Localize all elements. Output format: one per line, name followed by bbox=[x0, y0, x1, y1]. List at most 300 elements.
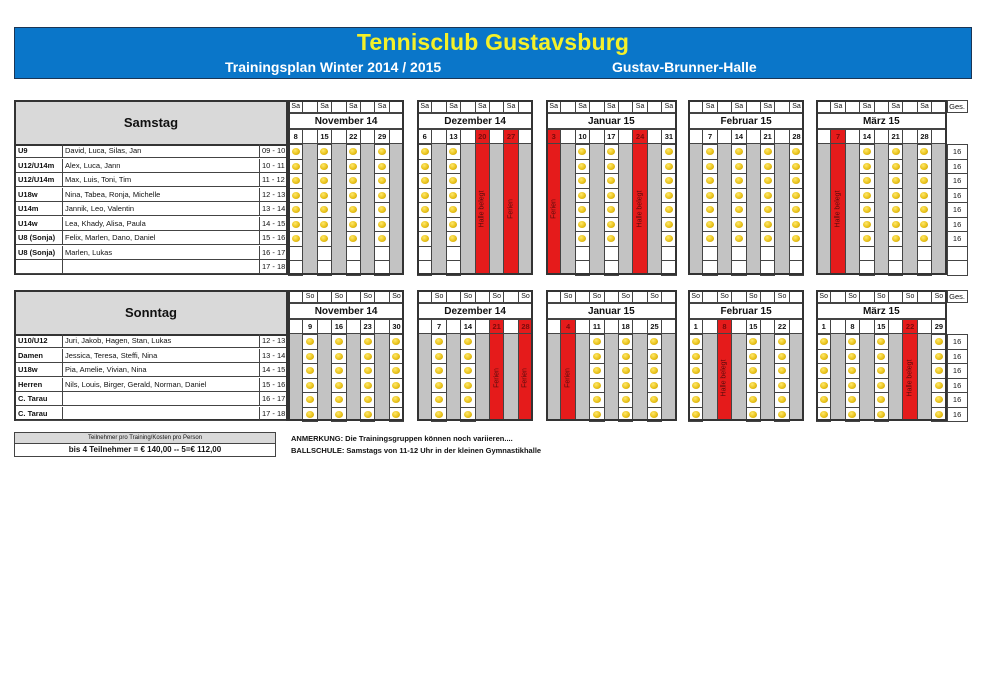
weekday-cell: Sa bbox=[661, 100, 676, 113]
spacer-cell bbox=[688, 129, 703, 144]
tennis-ball-icon bbox=[820, 338, 828, 345]
tennis-ball-icon bbox=[292, 163, 300, 170]
session-cell bbox=[845, 334, 860, 350]
player-names: Marlen, Lukas bbox=[65, 247, 113, 257]
session-cell bbox=[618, 392, 633, 408]
tennis-ball-icon bbox=[421, 163, 429, 170]
tennis-ball-icon bbox=[735, 163, 743, 170]
tennis-ball-icon bbox=[306, 338, 314, 345]
weekday-cell: Sa bbox=[546, 100, 561, 113]
session-cell bbox=[688, 334, 703, 350]
time-slot: 15 - 16 bbox=[262, 233, 286, 242]
date-cell: 11 bbox=[589, 319, 604, 334]
session-cell bbox=[604, 246, 619, 262]
tennis-ball-icon bbox=[735, 192, 743, 199]
session-cell bbox=[845, 407, 860, 423]
session-cell bbox=[575, 144, 590, 160]
session-cell bbox=[346, 246, 361, 262]
session-cell bbox=[859, 246, 874, 262]
session-cell bbox=[288, 246, 303, 262]
session-cell bbox=[647, 349, 662, 365]
session-cell bbox=[774, 349, 789, 365]
date-cell: 9 bbox=[302, 319, 317, 334]
date-cell: 20 bbox=[475, 129, 490, 144]
tennis-ball-icon bbox=[622, 382, 630, 389]
tennis-ball-icon bbox=[378, 221, 386, 228]
tennis-ball-icon bbox=[578, 192, 586, 199]
tennis-ball-icon bbox=[692, 367, 700, 374]
group-row bbox=[16, 378, 286, 392]
group-row bbox=[16, 144, 286, 158]
session-cell bbox=[746, 392, 761, 408]
session-cell bbox=[888, 231, 903, 247]
group-row bbox=[16, 392, 286, 406]
session-cell bbox=[746, 334, 761, 350]
tennis-ball-icon bbox=[650, 353, 658, 360]
tennis-ball-icon bbox=[364, 338, 372, 345]
tennis-ball-icon bbox=[848, 382, 856, 389]
session-cell bbox=[431, 392, 446, 408]
total-cell: 16 bbox=[947, 349, 968, 365]
group-row bbox=[16, 407, 286, 421]
inactive-column bbox=[717, 144, 732, 275]
tennis-ball-icon bbox=[578, 177, 586, 184]
date-cell: 30 bbox=[389, 319, 404, 334]
group-name: U10/U12 bbox=[18, 336, 48, 345]
inactive-column bbox=[288, 334, 303, 421]
session-cell bbox=[917, 188, 932, 204]
inactive-column bbox=[417, 334, 432, 421]
session-cell bbox=[346, 144, 361, 160]
total-cell: 16 bbox=[947, 173, 968, 189]
tennis-ball-icon bbox=[622, 411, 630, 418]
player-names: Lea, Khady, Alisa, Paula bbox=[65, 218, 146, 228]
session-cell bbox=[346, 231, 361, 247]
total-cell: 16 bbox=[947, 159, 968, 175]
session-cell bbox=[604, 144, 619, 160]
tennis-ball-icon bbox=[392, 382, 400, 389]
session-cell bbox=[360, 363, 375, 379]
month-block bbox=[816, 290, 946, 421]
tennis-ball-icon bbox=[449, 235, 457, 242]
time-slot: 12 - 13 bbox=[262, 336, 286, 345]
blocked-column bbox=[717, 334, 732, 421]
section-title: Sonntag bbox=[125, 305, 177, 320]
date-cell: 7 bbox=[431, 319, 446, 334]
blocked-column bbox=[632, 144, 647, 275]
date-cell: 15 bbox=[317, 129, 332, 144]
session-cell bbox=[604, 260, 619, 276]
session-cell bbox=[389, 407, 404, 423]
month-name: Januar 15 bbox=[546, 113, 677, 129]
tennis-ball-icon bbox=[778, 353, 786, 360]
player-names: Juri, Jakob, Hagen, Stan, Lukas bbox=[65, 336, 172, 345]
date-cell: 3 bbox=[546, 129, 561, 144]
session-cell bbox=[816, 392, 831, 408]
tennis-ball-icon bbox=[449, 148, 457, 155]
inactive-column bbox=[589, 144, 604, 275]
inactive-column bbox=[816, 144, 831, 275]
tennis-ball-icon bbox=[421, 177, 429, 184]
session-cell bbox=[317, 217, 332, 233]
session-cell bbox=[389, 392, 404, 408]
tennis-ball-icon bbox=[421, 192, 429, 199]
group-name: Damen bbox=[18, 350, 44, 360]
session-cell bbox=[589, 363, 604, 379]
tennis-ball-icon bbox=[607, 206, 615, 213]
group-row bbox=[16, 173, 286, 187]
session-cell bbox=[604, 159, 619, 175]
inactive-column bbox=[503, 334, 518, 421]
weekday-cell: So bbox=[302, 290, 317, 303]
tennis-ball-icon bbox=[764, 235, 772, 242]
divider bbox=[259, 173, 260, 186]
weekday-cell: Sa bbox=[917, 100, 932, 113]
tennis-ball-icon bbox=[820, 367, 828, 374]
blocked-column bbox=[902, 334, 917, 421]
session-cell bbox=[374, 159, 389, 175]
tennis-ball-icon bbox=[320, 206, 328, 213]
session-cell bbox=[688, 378, 703, 394]
session-cell bbox=[317, 188, 332, 204]
club-title: Tennisclub Gustavsburg bbox=[356, 29, 630, 55]
tennis-ball-icon bbox=[320, 221, 328, 228]
date-cell: 28 bbox=[518, 319, 533, 334]
spacer-cell bbox=[731, 290, 746, 303]
session-cell bbox=[331, 392, 346, 408]
month-block bbox=[688, 100, 803, 275]
tennis-ball-icon bbox=[764, 192, 772, 199]
spacer-cell bbox=[604, 290, 619, 303]
inactive-column bbox=[661, 334, 676, 421]
session-cell bbox=[589, 349, 604, 365]
tennis-ball-icon bbox=[877, 382, 885, 389]
weekday-cell: Sa bbox=[374, 100, 389, 113]
tennis-ball-icon bbox=[764, 148, 772, 155]
inactive-column bbox=[845, 144, 860, 275]
divider bbox=[259, 378, 260, 391]
tennis-ball-icon bbox=[735, 235, 743, 242]
session-cell bbox=[888, 144, 903, 160]
blocked-label: Halle belegt bbox=[636, 190, 644, 228]
tennis-ball-icon bbox=[435, 396, 443, 403]
tennis-ball-icon bbox=[578, 163, 586, 170]
spacer-cell bbox=[874, 100, 889, 113]
total-cell: 16 bbox=[947, 378, 968, 394]
total-cell: 16 bbox=[947, 392, 968, 408]
spacer-cell bbox=[331, 129, 346, 144]
spacer-cell bbox=[604, 319, 619, 334]
tennis-ball-icon bbox=[848, 338, 856, 345]
tennis-ball-icon bbox=[292, 192, 300, 199]
spacer-cell bbox=[417, 290, 432, 303]
tennis-ball-icon bbox=[364, 396, 372, 403]
session-cell bbox=[859, 260, 874, 276]
divider bbox=[62, 173, 63, 186]
divider bbox=[62, 407, 63, 420]
tennis-ball-icon bbox=[349, 206, 357, 213]
session-cell bbox=[931, 363, 946, 379]
inactive-column bbox=[431, 144, 446, 275]
session-cell bbox=[317, 246, 332, 262]
tennis-ball-icon bbox=[392, 411, 400, 418]
session-cell bbox=[661, 231, 676, 247]
weekday-cell: So bbox=[874, 290, 889, 303]
session-cell bbox=[789, 246, 804, 262]
date-cell: 27 bbox=[503, 129, 518, 144]
session-cell bbox=[789, 188, 804, 204]
divider bbox=[62, 334, 63, 347]
tennis-ball-icon bbox=[622, 353, 630, 360]
group-name: C. Tarau bbox=[18, 394, 48, 403]
session-cell bbox=[389, 363, 404, 379]
tennis-ball-icon bbox=[764, 177, 772, 184]
tennis-ball-icon bbox=[665, 177, 673, 184]
spacer-cell bbox=[460, 129, 475, 144]
session-cell bbox=[460, 392, 475, 408]
total-cell: 16 bbox=[947, 363, 968, 379]
session-cell bbox=[346, 202, 361, 218]
tennis-ball-icon bbox=[364, 353, 372, 360]
blocked-label: Ferien bbox=[507, 199, 515, 220]
session-cell bbox=[288, 217, 303, 233]
session-cell bbox=[688, 407, 703, 423]
session-cell bbox=[374, 202, 389, 218]
section-title: Samstag bbox=[123, 115, 179, 130]
session-cell bbox=[731, 159, 746, 175]
divider bbox=[259, 217, 260, 230]
spacer-cell bbox=[546, 319, 561, 334]
session-cell bbox=[888, 260, 903, 276]
time-slot: 16 - 17 bbox=[262, 394, 286, 403]
spacer-cell bbox=[632, 319, 647, 334]
session-cell bbox=[346, 188, 361, 204]
session-cell bbox=[331, 334, 346, 350]
tennis-ball-icon bbox=[335, 382, 343, 389]
session-cell bbox=[618, 349, 633, 365]
tennis-ball-icon bbox=[650, 396, 658, 403]
tennis-ball-icon bbox=[464, 382, 472, 389]
session-cell bbox=[760, 159, 775, 175]
inactive-column bbox=[888, 334, 903, 421]
spacer-cell bbox=[503, 319, 518, 334]
player-names: Jessica, Teresa, Steffi, Nina bbox=[65, 350, 158, 360]
blocked-label: Halle belegt bbox=[720, 359, 728, 396]
tennis-ball-icon bbox=[706, 163, 714, 170]
session-cell bbox=[888, 173, 903, 189]
weekday-cell: Sa bbox=[604, 100, 619, 113]
session-cell bbox=[702, 217, 717, 233]
session-cell bbox=[374, 173, 389, 189]
session-cell bbox=[317, 202, 332, 218]
session-cell bbox=[789, 159, 804, 175]
group-name: U9 bbox=[18, 146, 28, 155]
divider bbox=[62, 144, 63, 157]
inactive-column bbox=[688, 144, 703, 275]
inactive-column bbox=[317, 334, 332, 421]
time-slot: 17 - 18 bbox=[262, 262, 286, 271]
session-cell bbox=[661, 217, 676, 233]
session-cell bbox=[288, 159, 303, 175]
weekday-cell: So bbox=[816, 290, 831, 303]
blocked-label: Halle belegt bbox=[478, 190, 486, 228]
tennis-ball-icon bbox=[735, 177, 743, 184]
tennis-ball-icon bbox=[320, 148, 328, 155]
session-cell bbox=[789, 231, 804, 247]
group-row bbox=[16, 246, 286, 260]
tennis-ball-icon bbox=[449, 206, 457, 213]
session-cell bbox=[859, 217, 874, 233]
weekday-cell: Sa bbox=[830, 100, 845, 113]
date-cell: 28 bbox=[917, 129, 932, 144]
group-table bbox=[14, 100, 288, 275]
spacer-cell bbox=[859, 290, 874, 303]
inactive-column bbox=[746, 144, 761, 275]
session-cell bbox=[789, 144, 804, 160]
session-cell bbox=[917, 231, 932, 247]
tennis-ball-icon bbox=[892, 221, 900, 228]
tennis-ball-icon bbox=[650, 367, 658, 374]
session-cell bbox=[917, 246, 932, 262]
tennis-ball-icon bbox=[378, 235, 386, 242]
spacer-cell bbox=[489, 129, 504, 144]
inactive-column bbox=[830, 334, 845, 421]
session-cell bbox=[431, 349, 446, 365]
tennis-ball-icon bbox=[764, 163, 772, 170]
spacer-cell bbox=[774, 100, 789, 113]
spacer-cell bbox=[446, 290, 461, 303]
total-cell: 16 bbox=[947, 334, 968, 350]
total-cell: 16 bbox=[947, 217, 968, 233]
tennis-ball-icon bbox=[665, 235, 673, 242]
group-name: U8 (Sonja) bbox=[18, 233, 56, 242]
session-cell bbox=[917, 217, 932, 233]
tennis-ball-icon bbox=[392, 338, 400, 345]
date-cell: 17 bbox=[604, 129, 619, 144]
tennis-ball-icon bbox=[622, 396, 630, 403]
divider bbox=[259, 260, 260, 273]
spacer-cell bbox=[717, 129, 732, 144]
tennis-ball-icon bbox=[593, 353, 601, 360]
session-cell bbox=[575, 173, 590, 189]
tennis-ball-icon bbox=[578, 235, 586, 242]
session-cell bbox=[575, 260, 590, 276]
tennis-ball-icon bbox=[792, 163, 800, 170]
inactive-column bbox=[774, 144, 789, 275]
date-cell: 13 bbox=[446, 129, 461, 144]
session-cell bbox=[760, 188, 775, 204]
tennis-ball-icon bbox=[706, 235, 714, 242]
group-table bbox=[14, 290, 288, 421]
weekday-cell: So bbox=[460, 290, 475, 303]
inactive-column bbox=[604, 334, 619, 421]
divider bbox=[259, 407, 260, 420]
total-cell: 16 bbox=[947, 202, 968, 218]
player-names: Jannik, Leo, Valentin bbox=[65, 204, 135, 213]
session-cell bbox=[589, 392, 604, 408]
tennis-ball-icon bbox=[421, 235, 429, 242]
session-cell bbox=[661, 260, 676, 276]
tennis-ball-icon bbox=[349, 192, 357, 199]
session-cell bbox=[874, 392, 889, 408]
session-cell bbox=[688, 349, 703, 365]
group-row bbox=[16, 231, 286, 245]
divider bbox=[62, 363, 63, 376]
tennis-ball-icon bbox=[593, 367, 601, 374]
month-block bbox=[688, 290, 803, 421]
session-cell bbox=[618, 334, 633, 350]
session-cell bbox=[374, 231, 389, 247]
total-cell: 16 bbox=[947, 231, 968, 247]
time-slot: 11 - 12 bbox=[262, 175, 285, 184]
remark-note: ANMERKUNG: Die Trainingsgruppen können noch variieren.... bbox=[291, 434, 513, 443]
group-name: C. Tarau bbox=[18, 408, 48, 418]
session-cell bbox=[288, 202, 303, 218]
session-cell bbox=[789, 217, 804, 233]
group-row bbox=[16, 202, 286, 216]
divider bbox=[62, 260, 63, 273]
session-cell bbox=[760, 260, 775, 276]
group-name: U18w bbox=[18, 189, 38, 199]
spacer-cell bbox=[417, 319, 432, 334]
session-cell bbox=[859, 231, 874, 247]
date-cell: 6 bbox=[417, 129, 432, 144]
session-cell bbox=[302, 349, 317, 365]
month-name: Dezember 14 bbox=[417, 113, 533, 129]
weekday-cell: Sa bbox=[317, 100, 332, 113]
tennis-ball-icon bbox=[349, 235, 357, 242]
divider bbox=[259, 231, 260, 244]
spacer-cell bbox=[389, 129, 404, 144]
spacer-cell bbox=[917, 290, 932, 303]
time-slot: 09 - 10 bbox=[262, 146, 286, 155]
divider bbox=[259, 349, 260, 362]
spacer-cell bbox=[460, 100, 475, 113]
session-cell bbox=[647, 334, 662, 350]
session-cell bbox=[575, 231, 590, 247]
tennis-ball-icon bbox=[607, 235, 615, 242]
session-cell bbox=[931, 334, 946, 350]
tennis-ball-icon bbox=[292, 221, 300, 228]
tennis-ball-icon bbox=[863, 206, 871, 213]
inactive-column bbox=[374, 334, 389, 421]
date-cell: 31 bbox=[661, 129, 676, 144]
tennis-ball-icon bbox=[892, 192, 900, 199]
group-name: U12/U14m bbox=[18, 160, 55, 170]
tennis-ball-icon bbox=[792, 221, 800, 228]
weekday-cell: Sa bbox=[760, 100, 775, 113]
session-cell bbox=[859, 159, 874, 175]
time-slot: 12 - 13 bbox=[262, 189, 286, 199]
divider bbox=[62, 349, 63, 362]
date-cell: 7 bbox=[702, 129, 717, 144]
spacer-cell bbox=[431, 100, 446, 113]
month-block bbox=[288, 290, 403, 421]
spacer-cell bbox=[503, 290, 518, 303]
date-cell: 10 bbox=[575, 129, 590, 144]
session-cell bbox=[331, 378, 346, 394]
tennis-ball-icon bbox=[935, 382, 943, 389]
tennis-ball-icon bbox=[848, 411, 856, 418]
session-cell bbox=[317, 231, 332, 247]
tennis-ball-icon bbox=[349, 148, 357, 155]
tennis-ball-icon bbox=[920, 235, 928, 242]
date-cell: 8 bbox=[845, 319, 860, 334]
session-cell bbox=[460, 349, 475, 365]
session-cell bbox=[702, 202, 717, 218]
venue-name: Gustav-Brunner-Halle bbox=[612, 59, 757, 75]
session-cell bbox=[346, 217, 361, 233]
